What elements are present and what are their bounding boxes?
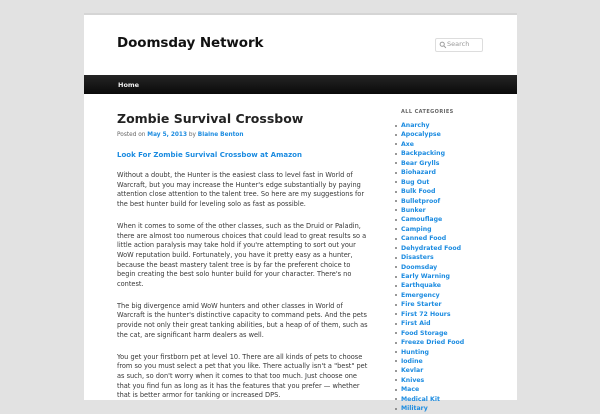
- category-link[interactable]: Food Storage: [401, 329, 511, 338]
- category-link[interactable]: Doomsday: [401, 263, 511, 272]
- category-link[interactable]: Bulk Food: [401, 187, 511, 196]
- category-link[interactable]: Disasters: [401, 253, 511, 262]
- search-icon: [439, 41, 447, 49]
- category-link[interactable]: Camping: [401, 225, 511, 234]
- site-title[interactable]: Doomsday Network: [117, 35, 264, 51]
- author-link[interactable]: Blaine Benton: [197, 132, 244, 138]
- category-link[interactable]: Biohazard: [401, 168, 511, 177]
- category-link[interactable]: Freeze Dried Food: [401, 338, 511, 347]
- amazon-link[interactable]: Look For Zombie Survival Crossbow at Amazon: [117, 151, 302, 159]
- category-link[interactable]: Bunker: [401, 206, 511, 215]
- paragraph: When it comes to some of the other classes, such as the Druid or Paladin, there are almost too numerous choices that could lead to great results so a little action paralysis may take hold if you're attempting to sort out your WoW reputation build. Fortunately, you have it pretty easy as a hunter, because the beast mastery talent tree is by far the preferent choice to begin creating the best solo hunter build for your character. There's no contest.: [117, 221, 367, 289]
- paragraph: You get your firstborn pet at level 10. There are all kinds of pets to choose from so you must select a pet that you like. There actually isn't a "best" pet as such, so don't worry when it comes to that too much. Just choose one that you find fun as long as it has the features that you prefer — whether that is better armor for tanking or increased DPS.: [117, 352, 368, 400]
- category-link[interactable]: First Aid: [401, 319, 511, 328]
- paragraph: The big divergence amid WoW hunters and other classes in World of Warcraft is the hunter's distinctive capacity to command pets. And the pets provide not only their great tanking abilities, but a heap of of them, such as the cat, are significant harm dealers as well.: [117, 301, 368, 339]
- paragraph: Without a doubt, the Hunter is the easiest class to level fast in World of Warcraft, but you may increase the Hunter's edge substantially by paying attention close attention to the talent tree. So here are my suggestions for the best hunter build for leveling solo as fast as possible.: [117, 171, 365, 209]
- search-input[interactable]: [435, 38, 483, 52]
- category-link[interactable]: Kevlar: [401, 366, 511, 375]
- category-link[interactable]: Earthquake: [401, 281, 511, 290]
- meta-prefix: Posted on: [117, 132, 146, 138]
- category-link[interactable]: Hunting: [401, 348, 511, 357]
- category-link[interactable]: Mace: [401, 385, 511, 394]
- sidebar: [401, 109, 511, 414]
- category-link[interactable]: Apocalypse: [401, 130, 511, 139]
- meta-by: by: [188, 132, 196, 138]
- main-navigation: [84, 75, 517, 94]
- category-link[interactable]: Iodine: [401, 357, 511, 366]
- category-link[interactable]: Anarchy: [401, 121, 511, 130]
- post-meta: [117, 132, 372, 138]
- category-link[interactable]: Bulletproof: [401, 197, 511, 206]
- category-link[interactable]: Bear Grylls: [401, 159, 511, 168]
- category-link[interactable]: Early Warning: [401, 272, 511, 281]
- post-content: [117, 111, 372, 401]
- top-border: [84, 13, 517, 15]
- post-date-link[interactable]: May 5, 2013: [147, 132, 187, 138]
- page-container: [84, 13, 517, 413]
- category-link[interactable]: Dehydrated Food: [401, 244, 511, 253]
- category-link[interactable]: First 72 Hours: [401, 310, 511, 319]
- category-link[interactable]: Fire Starter: [401, 300, 511, 309]
- category-link[interactable]: Knives: [401, 376, 511, 385]
- category-list: [401, 121, 511, 414]
- category-link[interactable]: Camouflage: [401, 215, 511, 224]
- category-link[interactable]: Military: [401, 404, 511, 413]
- category-link[interactable]: Bug Out: [401, 178, 511, 187]
- category-link[interactable]: Medical Kit: [401, 395, 511, 404]
- category-link[interactable]: Axe: [401, 140, 511, 149]
- category-link[interactable]: Backpacking: [401, 149, 511, 158]
- nav-item-home[interactable]: Home: [118, 81, 140, 89]
- categories-heading: ALL CATEGORIES: [401, 109, 454, 115]
- search-placeholder: Search: [447, 40, 470, 48]
- category-link[interactable]: Canned Food: [401, 234, 511, 243]
- category-link[interactable]: Emergency: [401, 291, 511, 300]
- post-title[interactable]: Zombie Survival Crossbow: [117, 111, 304, 126]
